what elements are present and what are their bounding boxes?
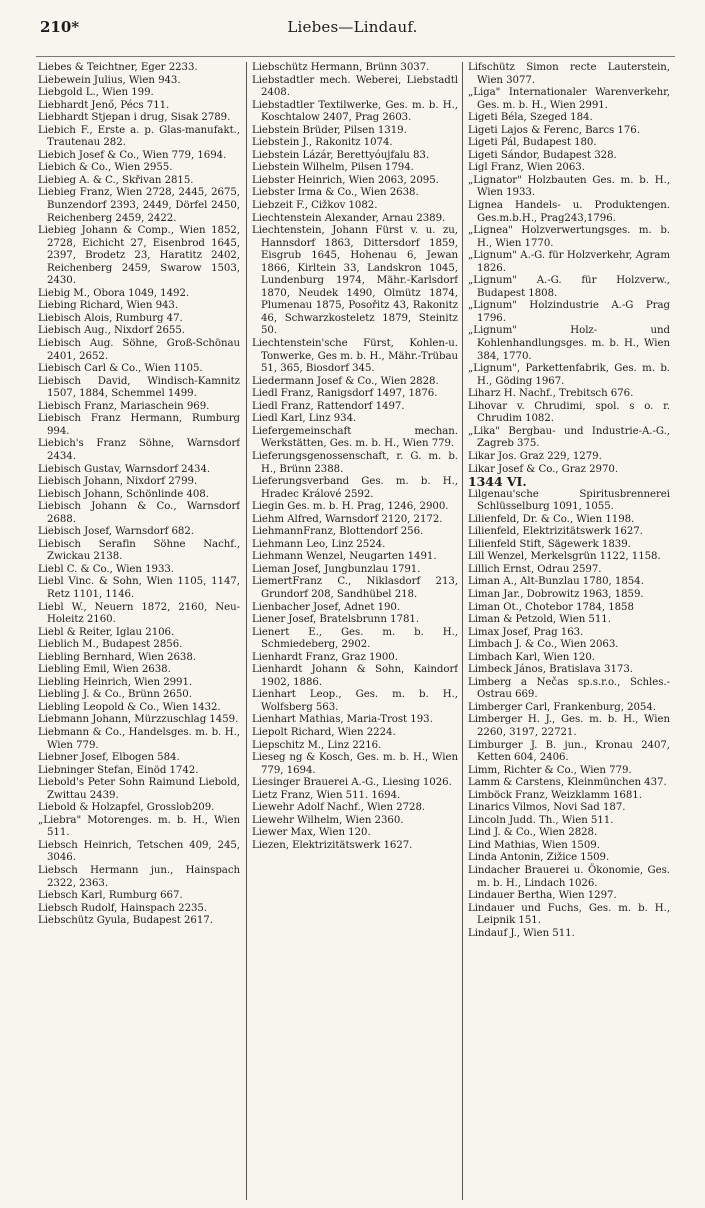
directory-entry: Lienhardt Franz, Graz 1900.	[252, 651, 398, 663]
directory-entry: Lienhart Leop., Ges. m. b. H., Wolfsberg 563.	[252, 689, 458, 713]
directory-entry: Liepolt Richard, Wien 2224.	[252, 726, 396, 738]
directory-entry: Liehmann Leo, Linz 2524.	[252, 538, 386, 550]
directory-entry: Liebisch Alois, Rumburg 47.	[38, 312, 183, 324]
directory-entry: Lind J. & Co., Wien 2828.	[468, 827, 598, 839]
directory-entry: Likar Jos. Graz 229, 1279.	[468, 450, 602, 462]
directory-entry: Limberger Carl, Frankenburg, 2054.	[468, 701, 656, 713]
directory-entry: LiemertFranz C., Niklasdorf 213, Grundorf 208, Sandhübel 218.	[252, 576, 458, 600]
page-header	[30, 18, 675, 44]
directory-entry: Liechtenstein'sche Fürst, Kohlen-u. Tonwerke, Ges m. b. H., Mähr.-Trübau 51, 365, Biosdorf 345.	[252, 338, 458, 375]
directory-entry: „Liga" Internationaler Warenverkehr, Ges. m. b. H., Wien 2991.	[468, 87, 670, 111]
directory-entry: Lienbacher Josef, Adnet 190.	[252, 601, 401, 613]
directory-entry: Liebstein Wilhelm, Pilsen 1794.	[252, 162, 414, 174]
directory-entry: Lihovar v. Chrudimi, spol. s o. r. Chrudim 1082.	[468, 400, 670, 425]
directory-entry: Liman Jar., Dobrowitz 1963, 1859.	[468, 588, 644, 600]
directory-entry: „Lignea" Holzverwertungsges. m. b. H., Wien 1770.	[468, 225, 670, 249]
directory-entry: Liehm Alfred, Warnsdorf 2120, 2172.	[252, 513, 443, 525]
directory-entry: Limbach J. & Co., Wien 2063.	[468, 639, 619, 651]
directory-entry: Liedl Franz, Rattendorf 1497.	[252, 400, 405, 412]
directory-entry: Liman Ot., Chotebor 1784, 1858	[468, 601, 634, 613]
directory-entry: Limbeck János, Bratislava 3173.	[468, 664, 633, 676]
directory-entry: Liebstadtler mech. Weberei, Liebstadtl 2408.	[252, 74, 458, 99]
directory-column-2	[252, 62, 458, 1202]
header-rule	[36, 56, 675, 57]
directory-entry: Liepschitz M., Linz 2216.	[252, 739, 382, 751]
directory-entry: „Lignum" Holz- und Kohlenhandlungsges. m. b. H., Wien 384, 1770.	[468, 325, 670, 362]
directory-entry: Liebieg A. & C., Skřivan 2815.	[38, 174, 194, 186]
directory-column-1	[38, 62, 240, 1202]
directory-entry: 1344 VI.	[468, 474, 527, 490]
directory-entry: Liebewein Julius, Wien 943.	[38, 74, 181, 86]
directory-entry: Limböck Franz, Weizklamm 1681.	[468, 789, 642, 801]
directory-entry: Lieman Josef, Jungbunzlau 1791.	[252, 563, 421, 575]
directory-entry: LiehmannFranz, Blottendorf 256.	[252, 526, 424, 538]
directory-entry: Liebl W., Neuern 1872, 2160, Neu-Holeitz 2160.	[38, 601, 240, 626]
directory-entry: Liebich F., Erste a. p. Glas-manufakt., Trautenau 282.	[38, 124, 240, 149]
directory-entry: Liebmann & Co., Handelsges. m. b. H., Wien 779.	[38, 726, 240, 751]
directory-entry: Liebl Vinc. & Sohn, Wien 1105, 1147, Retz 1101, 1146.	[38, 576, 240, 600]
directory-entry: Liebhardt Stjepan i drug, Sisak 2789.	[38, 112, 231, 124]
directory-entry: Liebsch Rudolf, Hainspach 2235.	[38, 902, 208, 914]
directory-entry: Liebsch Karl, Rumburg 667.	[38, 890, 183, 902]
directory-entry: „Lignum" A.-G. für Holzverkehr, Agram 1826.	[468, 250, 670, 274]
running-head-title: Liebes—Lindauf.	[287, 18, 418, 36]
directory-entry: Liebieg Franz, Wien 2728, 2445, 2675, Bunzendorf 2393, 2449, Dörfel 2450, Reichenberg 2459, 2422.	[38, 187, 240, 224]
directory-entry: Ligeti Béla, Szeged 184.	[468, 112, 593, 124]
directory-entry: Liebieg Johann & Comp., Wien 1852, 2728, Eichicht 27, Eisenbrod 1645, 2397, Brodetz 23, Haratitz 2402, Reichenberg 2459, Swarow 1503, 2430.	[38, 225, 240, 287]
page-number: 210*	[40, 18, 80, 36]
directory-entry: Lindauer und Fuchs, Ges. m. b. H., Leipnik 151.	[468, 902, 670, 927]
directory-entry: Lilienfeld, Elektrizitätswerk 1627.	[468, 526, 643, 538]
directory-entry: Likar Josef & Co., Graz 2970.	[468, 463, 619, 475]
directory-entry: Liebster Irma & Co., Wien 2638.	[252, 187, 419, 199]
directory-entry: Liewehr Wilhelm, Wien 2360.	[252, 814, 404, 826]
directory-entry: Linda Antonin, Zižice 1509.	[468, 852, 610, 864]
directory-entry: Liebgold L., Wien 199.	[38, 87, 154, 99]
directory-entry: Liehmann Wenzel, Neugarten 1491.	[252, 551, 437, 563]
directory-entry: Liebsch Heinrich, Tetschen 409, 245, 3046.	[38, 839, 240, 864]
directory-column-3	[468, 62, 670, 1202]
directory-entry: Liebling Heinrich, Wien 2991.	[38, 676, 193, 688]
directory-entry: Liebisch Franz Hermann, Rumburg 994.	[38, 413, 240, 437]
directory-entry: Liebich & Co., Wien 2955.	[38, 162, 173, 174]
directory-entry: Ligl Franz, Wien 2063.	[468, 162, 585, 174]
directory-entry: Lienhardt Johann & Sohn, Kaindorf 1902, 1886.	[252, 664, 458, 688]
directory-entry: Lilienfeld Stift, Sägewerk 1839.	[468, 538, 631, 550]
directory-entry: Liedermann Josef & Co., Wien 2828.	[252, 375, 439, 387]
directory-entry: Liebling Bernhard, Wien 2638.	[38, 651, 196, 663]
directory-entry: Liebich Josef & Co., Wien 779, 1694.	[38, 149, 227, 161]
directory-entry: Liebisch Aug., Nixdorf 2655.	[38, 325, 185, 337]
directory-entry: Lamm & Carstens, Kleinmünchen 437.	[468, 777, 667, 789]
directory-entry: Liebes & Teichtner, Eger 2233.	[38, 62, 198, 73]
directory-entry: Liman & Petzold, Wien 511.	[468, 614, 611, 626]
directory-entry: Liewehr Adolf Nachf., Wien 2728.	[252, 802, 426, 814]
directory-entry: Liebhardt Jenő, Pécs 711.	[38, 99, 170, 111]
directory-entry: Liebisch Serafin Söhne Nachf., Zwickau 2138.	[38, 538, 240, 563]
directory-entry: Lilienfeld, Dr. & Co., Wien 1198.	[468, 513, 635, 525]
directory-entry: Liebisch Josef, Warnsdorf 682.	[38, 526, 194, 538]
directory-entry: Liebster Heinrich, Wien 2063, 2095.	[252, 174, 439, 186]
directory-entry: Liewer Max, Wien 120.	[252, 827, 371, 839]
directory-entry: Liebisch Franz, Mariaschein 969.	[38, 400, 210, 412]
directory-entry: Limberg a Nečas sp.s.r.o., Schles.-Ostrau 669.	[468, 676, 670, 701]
directory-entry: Liebschütz Hermann, Brünn 3037.	[252, 62, 430, 73]
directory-entry: Ligeti Pál, Budapest 180.	[468, 137, 597, 149]
directory-entry: Liebl & Reiter, Iglau 2106.	[38, 626, 175, 638]
directory-entry: Ligeti Lajos & Ferenc, Barcs 176.	[468, 124, 640, 136]
directory-entry: Lindauf J., Wien 511.	[468, 927, 575, 939]
directory-entry: Liener Josef, Bratelsbrunn 1781.	[252, 614, 420, 626]
directory-entry: Liebninger Stefan, Einöd 1742.	[38, 764, 199, 776]
directory-entry: Liefergemeinschaft mechan. Werkstätten, Ges. m. b. H., Wien 779.	[252, 425, 458, 450]
directory-entry: Lincoln Judd. Th., Wien 511.	[468, 814, 614, 826]
directory-entry: Liebmann Johann, Mürzzuschlag 1459.	[38, 714, 239, 726]
directory-entry: Lienert E., Ges. m. b. H., Schmiedeberg, 2902.	[252, 626, 458, 651]
directory-entry: Liebl C. & Co., Wien 1933.	[38, 563, 174, 575]
directory-entry: Liebstein Brüder, Pilsen 1319.	[252, 124, 407, 136]
directory-entry: Liebold's Peter Sohn Raimund Liebold, Zwittau 2439.	[38, 777, 240, 801]
directory-entry: Liebich's Franz Söhne, Warnsdorf 2434.	[38, 438, 240, 462]
directory-entry: Liebling Leopold & Co., Wien 1432.	[38, 701, 221, 713]
directory-entry: Lieferungsverband Ges. m. b. H., Hradec Králové 2592.	[252, 476, 458, 500]
directory-entry: „Lignum", Parkettenfabrik, Ges. m. b. H., Göding 1967.	[468, 363, 670, 387]
directory-entry: Liebisch Carl & Co., Wien 1105.	[38, 363, 203, 375]
directory-entry: Lieseg ng & Kosch, Ges. m. b. H., Wien 779, 1694.	[252, 752, 458, 776]
directory-entry: Liman A., Alt-Bunzlau 1780, 1854.	[468, 576, 644, 588]
directory-entry: Liebing Richard, Wien 943.	[38, 300, 179, 312]
directory-entry: Liebisch Aug. Söhne, Groß-Schönau 2401, 2652.	[38, 338, 240, 362]
directory-entry: Lignea Handels- u. Produktengen. Ges.m.b.H., Prag243,1796.	[468, 200, 670, 224]
directory-entry: Liebstadtler Textilwerke, Ges. m. b. H., Koschtalow 2407, Prag 2603.	[252, 99, 458, 124]
directory-entry: Lienhart Mathias, Maria-Trost 193.	[252, 714, 433, 726]
directory-entry: „Liebra" Motorenges. m. b. H., Wien 511.	[38, 814, 240, 839]
directory-entry: Liesinger Brauerei A.-G., Liesing 1026.	[252, 777, 452, 789]
directory-entry: Limax Josef, Prag 163.	[468, 626, 584, 638]
directory-entry: Ligeti Sándor, Budapest 328.	[468, 149, 617, 161]
directory-entry: Liechtenstein, Johann Fürst v. u. zu, Hannsdorf 1863, Dittersdorf 1859, Eisgrub 1645, Hohenau 6, Jewan 1866, Kirltein 33, Landskron 1045, Lundenburg 1974, Mähr.-Karlsdorf 1870, Neudek 1490, Olmütz 1874, Plumenau 1875, Posořitz 43, Rakonitz 46, Schwarzkosteletz 1879, Steinitz 50.	[252, 225, 458, 337]
directory-entry: Liebisch Johann & Co., Warnsdorf 2688.	[38, 501, 240, 525]
directory-entry: Liechtenstein Alexander, Arnau 2389.	[252, 212, 446, 224]
directory-entry: Liebling J. & Co., Brünn 2650.	[38, 689, 192, 701]
column-divider	[246, 62, 247, 1200]
directory-entry: Liebling Emil, Wien 2638.	[38, 664, 171, 676]
directory-entry: Liegin Ges. m. b. H. Prag, 1246, 2900.	[252, 501, 449, 513]
directory-entry: Limberger H. J., Ges. m. b. H., Wien 2260, 3197, 22721.	[468, 714, 670, 738]
directory-entry: Liebisch Gustav, Warnsdorf 2434.	[38, 463, 211, 475]
directory-entry: Lill Wenzel, Merkelsgrün 1122, 1158.	[468, 551, 661, 563]
directory-entry: Lindauer Bertha, Wien 1297.	[468, 890, 617, 902]
directory-entry: Lieblich M., Budapest 2856.	[38, 639, 183, 651]
directory-entry: Liedl Karl, Linz 934.	[252, 413, 357, 425]
directory-entry: Lindacher Brauerei u. Ökonomie, Ges. m. b. H., Lindach 1026.	[468, 865, 670, 889]
directory-entry: Liebzeit F., Cižkov 1082.	[252, 200, 378, 212]
directory-entry: Liharz H. Nachf., Trebitsch 676.	[468, 388, 634, 400]
directory-entry: Liebold & Holzapfel, Grosslob209.	[38, 802, 215, 814]
directory-entry: Liebsch Hermann jun., Hainspach 2322, 2363.	[38, 865, 240, 889]
directory-entry: Liebstein Lázár, Berettyóujfalu 83.	[252, 149, 430, 161]
directory-entry: Linarics Vilmos, Novi Sad 187.	[468, 802, 626, 814]
directory-entry: Liebisch David, Windisch-Kamnitz 1507, 1884, Schemmel 1499.	[38, 375, 240, 400]
directory-entry: Liedl Franz, Ranigsdorf 1497, 1876.	[252, 388, 438, 400]
directory-entry: Limbach Karl, Wien 120.	[468, 651, 595, 663]
directory-entry: Lietz Franz, Wien 511. 1694.	[252, 789, 401, 801]
directory-entry: Liebisch Johann, Nixdorf 2799.	[38, 476, 198, 488]
directory-entry: Lieferungsgenossenschaft, r. G. m. b. H., Brünn 2388.	[252, 450, 458, 475]
directory-entry: Liebig M., Obora 1049, 1492.	[38, 287, 190, 299]
directory-entry: „Lignator" Holzbauten Ges. m. b. H., Wien 1933.	[468, 174, 670, 199]
directory-entry: Lifschütz Simon recte Lauterstein, Wien 3077.	[468, 62, 670, 86]
column-divider	[462, 62, 463, 1200]
directory-entry: Lind Mathias, Wien 1509.	[468, 839, 600, 851]
directory-entry: „Lignum" A.-G. für Holzverw., Budapest 1808.	[468, 275, 670, 299]
directory-entry: Lillich Ernst, Odrau 2597.	[468, 563, 602, 575]
directory-entry: „Lignum" Holzindustrie A.-G Prag 1796.	[468, 300, 670, 324]
directory-entry: „Lika" Bergbau- und Industrie-A.-G., Zagreb 375.	[468, 425, 670, 450]
directory-entry: Liebschütz Gyula, Budapest 2617.	[38, 915, 213, 927]
directory-entry: Liebisch Johann, Schönlinde 408.	[38, 488, 209, 500]
directory-entry: Limburger J. B. jun., Kronau 2407, Ketten 604, 2406.	[468, 739, 670, 764]
directory-entry: Limm, Richter & Co., Wien 779.	[468, 764, 632, 776]
directory-entry: Liebstein J., Rakonitz 1074.	[252, 137, 393, 149]
directory-entry: Liezen, Elektrizitätswerk 1627.	[252, 839, 413, 851]
directory-entry: Liebner Josef, Elbogen 584.	[38, 752, 180, 764]
directory-entry: Lilgenau'sche Spiritusbrennerei Schlüsselburg 1091, 1055.	[468, 488, 670, 513]
